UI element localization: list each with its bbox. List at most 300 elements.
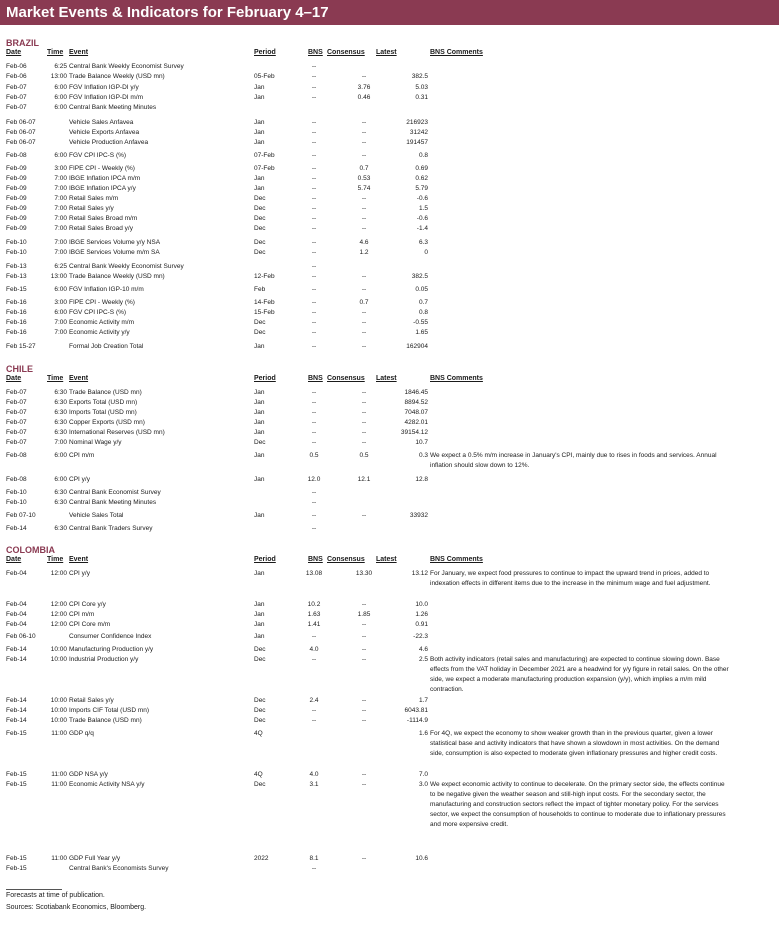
cell-time: 6:00 <box>54 286 67 293</box>
cell-time: 6:30 <box>54 419 67 426</box>
cell-latest: 39154.12 <box>400 429 428 436</box>
cell-latest: -0.55 <box>413 319 428 326</box>
table-row <box>0 342 779 352</box>
cell-date: Feb-16 <box>6 319 27 326</box>
cell-event: Nominal Wage y/y <box>69 439 122 446</box>
cell-period: 4Q <box>254 771 263 778</box>
cell-time: 6:30 <box>54 409 67 416</box>
cell-time: 6:25 <box>54 263 67 270</box>
cell-bns: -- <box>311 63 317 70</box>
column-headers <box>0 555 779 566</box>
cell-time: 7:00 <box>54 215 67 222</box>
cell-latest: 10.6 <box>415 855 428 862</box>
cell-consensus: -- <box>361 419 367 426</box>
cell-event: Retail Sales m/m <box>69 195 119 202</box>
cell-latest: -0.6 <box>416 195 428 202</box>
cell-period: Dec <box>254 225 266 232</box>
table-row <box>0 610 779 620</box>
cell-latest: 7.0 <box>418 771 428 778</box>
cell-date: Feb 07-10 <box>6 512 36 519</box>
cell-consensus: 5.74 <box>357 185 371 192</box>
cell-date: Feb-04 <box>6 601 27 608</box>
header-event: Event <box>69 375 89 382</box>
cell-bns: -- <box>311 329 317 336</box>
cell-date: Feb-10 <box>6 249 27 256</box>
table-row <box>0 864 779 874</box>
cell-bns: -- <box>311 409 317 416</box>
cell-event: IBGE Services Volume m/m SA <box>69 249 160 256</box>
cell-bns: -- <box>311 175 317 182</box>
cell-period: Jan <box>254 621 265 628</box>
cell-bns: -- <box>311 205 317 212</box>
cell-consensus: -- <box>361 512 367 519</box>
cell-date: Feb-08 <box>6 476 27 483</box>
cell-date: Feb-06 <box>6 63 27 70</box>
cell-event: IBGE Services Volume y/y NSA <box>69 239 161 246</box>
cell-date: Feb-14 <box>6 697 27 704</box>
header-time: Time <box>47 49 64 56</box>
cell-time: 7:00 <box>54 225 67 232</box>
cell-date: Feb-09 <box>6 225 27 232</box>
cell-latest: 0.31 <box>415 94 428 101</box>
cell-period: Dec <box>254 205 266 212</box>
table-row <box>0 151 779 161</box>
cell-consensus: -- <box>361 319 367 326</box>
cell-period: 12-Feb <box>254 273 275 280</box>
cell-period: Dec <box>254 239 266 246</box>
cell-time: 6:00 <box>54 152 67 159</box>
cell-date: Feb-04 <box>6 570 27 577</box>
cell-event: Central Bank Meeting Minutes <box>69 104 157 111</box>
cell-date: Feb-07 <box>6 104 27 111</box>
cell-time: 10:00 <box>50 707 67 714</box>
cell-time: 6:30 <box>54 489 67 496</box>
header-consensus: Consensus <box>327 556 365 563</box>
cell-event: Central Bank Meeting Minutes <box>69 499 157 506</box>
cell-period: Jan <box>254 139 265 146</box>
cell-period: 4Q <box>254 730 263 737</box>
cell-latest: 1.7 <box>418 697 428 704</box>
cell-event: Economic Activity y/y <box>69 329 130 336</box>
cell-bns: -- <box>311 439 317 446</box>
cell-event: Central Bank Weekly Economist Survey <box>69 63 184 70</box>
cell-consensus: 0.53 <box>357 175 371 182</box>
cell-date: Feb-14 <box>6 717 27 724</box>
cell-period: 2022 <box>254 855 269 862</box>
table-row <box>0 164 779 174</box>
cell-bns: -- <box>311 717 317 724</box>
cell-bns: 1.63 <box>307 611 321 618</box>
cell-consensus: -- <box>361 429 367 436</box>
cell-date: Feb-14 <box>6 525 27 532</box>
cell-event: GDP q/q <box>69 730 94 737</box>
cell-event: Retail Sales Broad m/m <box>69 215 138 222</box>
cell-period: 07-Feb <box>254 165 275 172</box>
cell-bns: -- <box>311 139 317 146</box>
cell-latest: 5.79 <box>415 185 428 192</box>
cell-latest: 1.26 <box>415 611 428 618</box>
cell-bns: -- <box>311 273 317 280</box>
cell-event: FIPE CPI - Weekly (%) <box>69 299 135 306</box>
table-row <box>0 488 779 498</box>
table-row <box>0 298 779 308</box>
cell-period: Dec <box>254 319 266 326</box>
cell-event: Central Bank's Economists Survey <box>69 865 169 872</box>
cell-bns: -- <box>311 94 317 101</box>
cell-event: Manufacturing Production y/y <box>69 646 154 653</box>
header-consensus: Consensus <box>327 375 365 382</box>
cell-date: Feb-04 <box>6 621 27 628</box>
cell-period: Jan <box>254 476 265 483</box>
cell-period: Jan <box>254 633 265 640</box>
cell-date: Feb-07 <box>6 84 27 91</box>
cell-latest: 191457 <box>406 139 428 146</box>
section-title: BRAZIL <box>6 38 39 48</box>
table-row <box>0 408 779 418</box>
cell-latest: 1846.45 <box>404 389 428 396</box>
cell-latest: 13.12 <box>411 570 428 577</box>
cell-date: Feb-15 <box>6 771 27 778</box>
cell-event: Trade Balance Weekly (USD mn) <box>69 273 165 280</box>
cell-period: Jan <box>254 570 265 577</box>
cell-consensus: -- <box>361 409 367 416</box>
cell-time: 6:00 <box>54 309 67 316</box>
cell-event: Economic Activity NSA y/y <box>69 781 145 788</box>
header-bns: BNS <box>308 49 323 56</box>
cell-latest: 3.0 <box>418 781 428 788</box>
bns-comment: Both activity indicators (retail sales and manufacturing) are expected to continue slowing down. Base effects from the VAT holiday in December 2021 are a headwind for y/y figure in retail sales. On the other side, we expect a moderate manufacturing production expansion (y/y), which implies a m/m mild contraction. <box>430 656 729 693</box>
header-date: Date <box>6 556 22 563</box>
cell-event: Trade Balance (USD mn) <box>69 717 142 724</box>
cell-time: 6:30 <box>54 389 67 396</box>
cell-event: Exports Total (USD mn) <box>69 399 138 406</box>
cell-latest: 382.5 <box>411 73 428 80</box>
cell-bns: 0.5 <box>309 452 319 459</box>
cell-period: Jan <box>254 601 265 608</box>
header-comments: BNS Comments <box>430 49 483 56</box>
cell-period: Dec <box>254 195 266 202</box>
table-row <box>0 248 779 258</box>
table-row <box>0 428 779 438</box>
table-row <box>0 194 779 204</box>
cell-latest: 216923 <box>406 119 428 126</box>
cell-period: 07-Feb <box>254 152 275 159</box>
cell-time: 6:30 <box>54 499 67 506</box>
cell-time: 12:00 <box>50 621 67 628</box>
cell-date: Feb-13 <box>6 263 27 270</box>
cell-event: Vehicle Production Anfavea <box>69 139 149 146</box>
table-row <box>0 118 779 128</box>
bns-comment: For January, we expect food pressures to continue to impact the upward trend in prices, added to indexation effects in different items due to the increase in the minimum wage and fuel adjustment. <box>430 570 711 587</box>
cell-event: CPI Core m/m <box>69 621 111 628</box>
cell-date: Feb 06-10 <box>6 633 36 640</box>
table-row <box>0 398 779 408</box>
cell-bns: 4.0 <box>309 771 319 778</box>
cell-consensus: -- <box>361 855 367 862</box>
cell-event: GDP Full Year y/y <box>69 855 121 862</box>
cell-latest: 0.8 <box>418 152 428 159</box>
table-row <box>0 72 779 82</box>
cell-latest: 31242 <box>409 129 428 136</box>
cell-period: Jan <box>254 409 265 416</box>
cell-period: Dec <box>254 656 266 663</box>
cell-period: Jan <box>254 119 265 126</box>
cell-time: 13:00 <box>50 273 67 280</box>
cell-time: 6:30 <box>54 429 67 436</box>
cell-event: Retail Sales y/y <box>69 205 114 212</box>
cell-event: FGV CPI IPC-S (%) <box>69 309 127 316</box>
cell-latest: 0.7 <box>418 299 428 306</box>
header-date: Date <box>6 49 22 56</box>
cell-period: Jan <box>254 94 265 101</box>
cell-period: Feb <box>254 286 266 293</box>
cell-date: Feb-06 <box>6 73 27 80</box>
cell-consensus: -- <box>361 343 367 350</box>
cell-event: FIPE CPI - Weekly (%) <box>69 165 135 172</box>
cell-consensus: -- <box>361 309 367 316</box>
cell-event: Formal Job Creation Total <box>69 343 144 350</box>
table-row <box>0 184 779 194</box>
cell-bns: -- <box>311 152 317 159</box>
cell-bns: -- <box>311 429 317 436</box>
cell-period: 05-Feb <box>254 73 275 80</box>
section-title: COLOMBIA <box>6 545 55 555</box>
cell-time: 6:00 <box>54 104 67 111</box>
header-time: Time <box>47 556 64 563</box>
cell-consensus: -- <box>361 717 367 724</box>
cell-date: Feb-07 <box>6 94 27 101</box>
cell-period: Dec <box>254 707 266 714</box>
cell-latest: 0.91 <box>415 621 428 628</box>
cell-latest: 0.3 <box>418 452 428 459</box>
footnotes <box>6 890 146 914</box>
cell-consensus: -- <box>361 621 367 628</box>
header-time: Time <box>47 375 64 382</box>
cell-latest: 0.69 <box>415 165 428 172</box>
cell-consensus: -- <box>361 73 367 80</box>
cell-date: Feb 06-07 <box>6 129 36 136</box>
page-title: Market Events & Indicators for February 4–17 <box>0 0 779 25</box>
cell-latest: -22.3 <box>413 633 428 640</box>
cell-event: GDP NSA y/y <box>69 771 108 778</box>
cell-consensus: -- <box>361 697 367 704</box>
cell-bns: 8.1 <box>309 855 319 862</box>
table-row <box>0 524 779 534</box>
cell-time: 6:30 <box>54 525 67 532</box>
cell-time: 6:00 <box>54 94 67 101</box>
cell-consensus: -- <box>361 646 367 653</box>
cell-latest: -0.6 <box>416 215 428 222</box>
cell-consensus: -- <box>361 215 367 222</box>
cell-consensus: -- <box>361 439 367 446</box>
table-row <box>0 103 779 113</box>
header-latest: Latest <box>376 375 397 382</box>
header-period: Period <box>254 49 276 56</box>
cell-event: Central Bank Economist Survey <box>69 489 161 496</box>
cell-latest: 0.62 <box>415 175 428 182</box>
cell-bns: -- <box>311 239 317 246</box>
cell-event: IBGE Inflation IPCA m/m <box>69 175 141 182</box>
cell-date: Feb-14 <box>6 656 27 663</box>
table-row <box>0 706 779 716</box>
cell-latest: 1.6 <box>418 730 428 737</box>
cell-latest: 0 <box>424 249 428 256</box>
cell-event: Imports Total (USD mn) <box>69 409 137 416</box>
cell-date: Feb-15 <box>6 286 27 293</box>
cell-period: Dec <box>254 781 266 788</box>
cell-period: Dec <box>254 717 266 724</box>
cell-bns: -- <box>311 489 317 496</box>
cell-event: Vehicle Sales Anfavea <box>69 119 134 126</box>
cell-latest: 7048.07 <box>404 409 428 416</box>
cell-period: Jan <box>254 429 265 436</box>
cell-latest: 4.6 <box>418 646 428 653</box>
cell-consensus: -- <box>361 601 367 608</box>
table-row <box>0 475 779 485</box>
cell-consensus: 13.30 <box>355 570 373 577</box>
cell-time: 11:00 <box>51 771 67 778</box>
table-row <box>0 620 779 630</box>
cell-consensus: -- <box>361 205 367 212</box>
table-row <box>0 600 779 610</box>
header-period: Period <box>254 556 276 563</box>
cell-date: Feb-07 <box>6 439 27 446</box>
table-row <box>0 438 779 448</box>
cell-consensus: -- <box>361 286 367 293</box>
cell-date: Feb-07 <box>6 419 27 426</box>
header-period: Period <box>254 375 276 382</box>
cell-time: 10:00 <box>50 646 67 653</box>
cell-period: Jan <box>254 389 265 396</box>
cell-bns: -- <box>311 512 317 519</box>
cell-bns: 1.41 <box>307 621 321 628</box>
cell-date: Feb-15 <box>6 865 27 872</box>
cell-latest: -1.4 <box>416 225 428 232</box>
cell-date: Feb-16 <box>6 329 27 336</box>
cell-bns: 3.1 <box>309 781 319 788</box>
cell-bns: -- <box>311 656 317 663</box>
cell-time: 11:00 <box>51 855 67 862</box>
cell-bns: -- <box>311 707 317 714</box>
header-date: Date <box>6 375 22 382</box>
footnote-forecasts: Forecasts at time of publication. <box>6 892 105 899</box>
table-row <box>0 285 779 295</box>
cell-latest: 1.5 <box>418 205 428 212</box>
table-row <box>0 632 779 642</box>
cell-event: Central Bank Traders Survey <box>69 525 153 532</box>
cell-latest: 10.7 <box>415 439 428 446</box>
cell-date: Feb-04 <box>6 611 27 618</box>
header-latest: Latest <box>376 556 397 563</box>
header-event: Event <box>69 556 89 563</box>
cell-bns: -- <box>311 84 317 91</box>
bns-comment: We expect economic activity to continue to decelerate. On the primary sector side, the effects continue to be negative given the weather season and still-high input costs. For the secondary sector, the manufacturing and construction sectors reflect the impact of tighter monetary policy. For the services sector, we expect the consumption of households to continue to moderate due to inflationary pressures and more expensive credit. <box>430 781 726 828</box>
cell-date: Feb 06-07 <box>6 139 36 146</box>
cell-event: FGV CPI IPC-S (%) <box>69 152 127 159</box>
cell-bns: -- <box>311 389 317 396</box>
cell-latest: 12.8 <box>415 476 428 483</box>
cell-latest: 6.3 <box>418 239 428 246</box>
cell-bns: -- <box>311 499 317 506</box>
cell-consensus: 3.76 <box>357 84 371 91</box>
cell-period: Jan <box>254 452 265 459</box>
cell-latest: 0.05 <box>415 286 428 293</box>
cell-date: Feb-10 <box>6 499 27 506</box>
cell-event: Vehicle Sales Total <box>69 512 124 519</box>
cell-event: Consumer Confidence Index <box>69 633 152 640</box>
cell-time: 7:00 <box>54 239 67 246</box>
cell-latest: 10.0 <box>415 601 428 608</box>
cell-time: 12:00 <box>50 601 67 608</box>
header-comments: BNS Comments <box>430 556 483 563</box>
cell-bns: -- <box>311 525 317 532</box>
table-row <box>0 498 779 508</box>
cell-consensus: -- <box>361 195 367 202</box>
cell-bns: -- <box>311 185 317 192</box>
cell-event: CPI m/m <box>69 611 95 618</box>
cell-consensus: -- <box>361 273 367 280</box>
cell-latest: 33932 <box>409 512 428 519</box>
cell-bns: -- <box>311 419 317 426</box>
cell-latest: 162904 <box>406 343 428 350</box>
cell-date: Feb-15 <box>6 781 27 788</box>
header-comments: BNS Comments <box>430 375 483 382</box>
cell-consensus: 4.6 <box>359 239 369 246</box>
cell-consensus: 0.7 <box>359 165 369 172</box>
table-row <box>0 328 779 338</box>
cell-event: Trade Balance (USD mn) <box>69 389 142 396</box>
cell-bns: 13.08 <box>305 570 323 577</box>
cell-latest: 6043.81 <box>404 707 428 714</box>
cell-time: 7:00 <box>54 329 67 336</box>
cell-date: Feb-07 <box>6 409 27 416</box>
cell-bns: -- <box>311 249 317 256</box>
cell-date: Feb-09 <box>6 205 27 212</box>
table-row <box>0 224 779 234</box>
section-title: CHILE <box>6 364 33 374</box>
cell-event: Industrial Production y/y <box>69 656 139 663</box>
cell-consensus: -- <box>361 225 367 232</box>
cell-consensus: -- <box>361 389 367 396</box>
cell-time: 6:30 <box>54 399 67 406</box>
cell-date: Feb-09 <box>6 185 27 192</box>
cell-latest: 1.65 <box>415 329 428 336</box>
table-row <box>0 696 779 706</box>
cell-bns: -- <box>311 119 317 126</box>
cell-time: 3:00 <box>54 165 67 172</box>
cell-date: Feb-07 <box>6 429 27 436</box>
cell-period: Jan <box>254 419 265 426</box>
cell-time: 11:00 <box>51 730 67 737</box>
cell-consensus: -- <box>361 771 367 778</box>
cell-period: Dec <box>254 249 266 256</box>
table-row <box>0 93 779 103</box>
cell-latest: -1114.9 <box>406 717 428 724</box>
cell-period: Jan <box>254 512 265 519</box>
cell-event: International Reserves (USD mn) <box>69 429 165 436</box>
cell-date: Feb-09 <box>6 195 27 202</box>
cell-date: Feb-10 <box>6 489 27 496</box>
cell-time: 6:00 <box>54 84 67 91</box>
cell-period: Dec <box>254 439 266 446</box>
cell-bns: -- <box>311 215 317 222</box>
cell-bns: -- <box>311 309 317 316</box>
cell-event: Vehicle Exports Anfavea <box>69 129 140 136</box>
table-row <box>0 272 779 282</box>
table-row <box>0 308 779 318</box>
cell-event: IBGE Inflation IPCA y/y <box>69 185 136 192</box>
cell-bns: -- <box>311 633 317 640</box>
